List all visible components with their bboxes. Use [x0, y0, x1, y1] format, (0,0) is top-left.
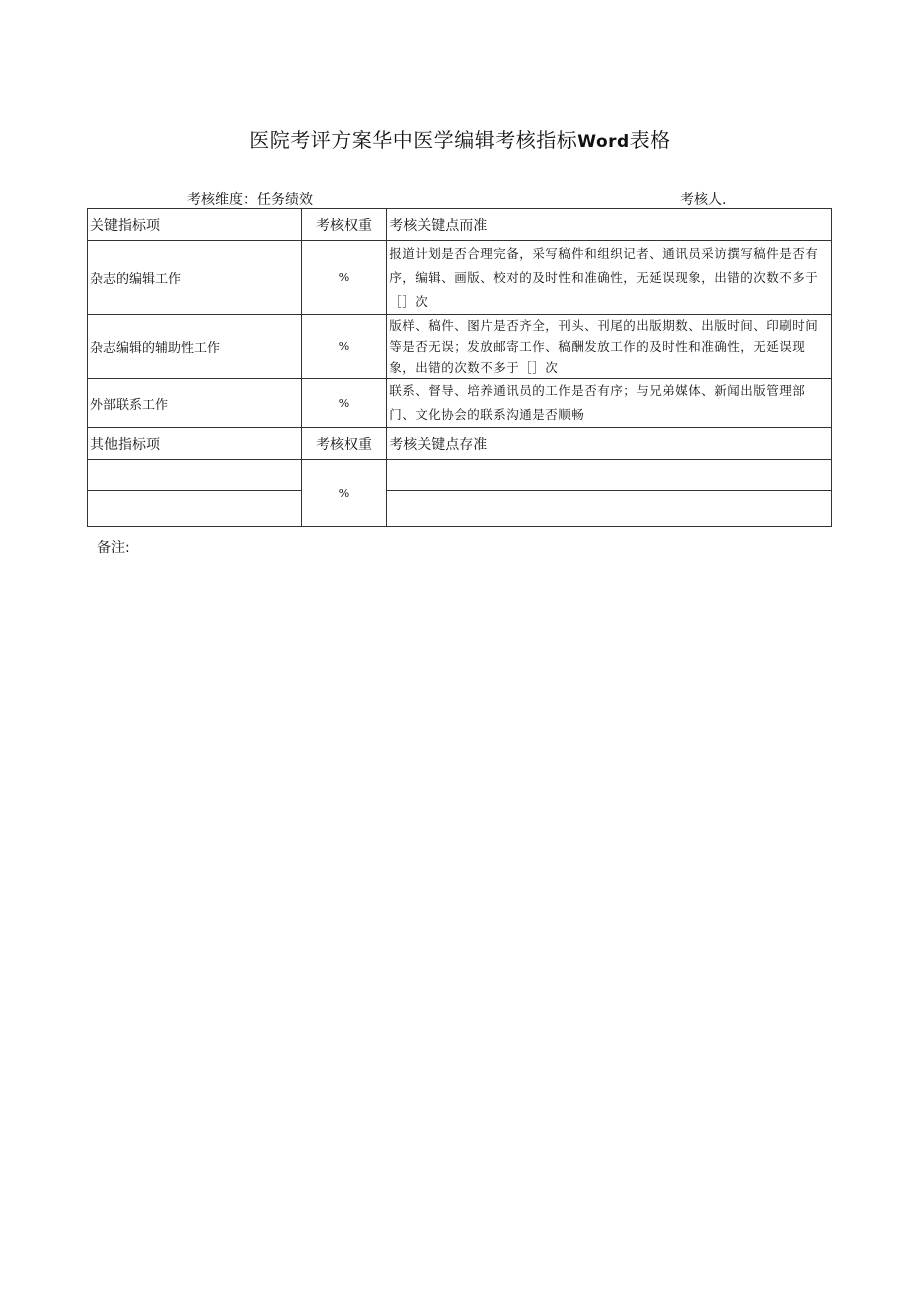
empty-cell [88, 460, 302, 491]
empty-cell [88, 491, 302, 527]
remarks-label: 备注: [97, 540, 130, 556]
empty-cell [387, 460, 832, 491]
header-other-weight: 考核权重 [301, 428, 386, 460]
assessment-table [87, 208, 832, 527]
header-weight: 考核权重 [301, 209, 386, 241]
assessment-dimension: 考核维度：任务绩效 [187, 192, 313, 208]
table-header-other [88, 428, 832, 460]
table-row [88, 491, 832, 527]
page-title [0, 124, 920, 153]
table-header-key [88, 209, 832, 241]
assessor-label: 考核人. [680, 192, 727, 208]
row-item: 外部联系工作 [88, 379, 302, 428]
row-item: 杂志的编辑工作 [88, 241, 302, 315]
row-criteria: 联系、督导、培养通讯员的工作是否有序；与兄弟媒体、新闻出版管理部门、文化协会的联系沟通是否顺畅 [387, 379, 832, 428]
title-en: Word [577, 132, 630, 152]
title-cn-1: 医院考评方案华中医学编辑考核指标 [249, 128, 578, 152]
header-other-items: 其他指标项 [88, 428, 302, 460]
row-item: 杂志编辑的辅助性工作 [88, 315, 302, 379]
table-row [88, 460, 832, 491]
row-criteria: 版样、稿件、图片是否齐全，刊头、刊尾的出版期数、出版时间、印刷时间等是否无误；发放邮寄工作、稿酬发放工作的及时性和准确性，无延误现象，出错的次数不多于［］次 [387, 315, 832, 379]
empty-cell [387, 491, 832, 527]
row-weight: % [301, 241, 386, 315]
header-criteria: 考核关键点而准 [387, 209, 832, 241]
row-criteria: 报道计划是否合理完备，采写稿件和组织记者、通讯员采访撰写稿件是否有序，编辑、画版、校对的及时性和准确性，无延误现象，出错的次数不多于［］次 [387, 241, 832, 315]
header-other-criteria: 考核关键点存准 [387, 428, 832, 460]
row-weight: % [301, 315, 386, 379]
table-row [88, 241, 832, 315]
header-key-items: 关键指标项 [88, 209, 302, 241]
row-weight: % [301, 379, 386, 428]
title-cn-2: 表格 [629, 128, 671, 152]
table-row [88, 315, 832, 379]
other-weight: % [301, 460, 386, 527]
table-row [88, 379, 832, 428]
